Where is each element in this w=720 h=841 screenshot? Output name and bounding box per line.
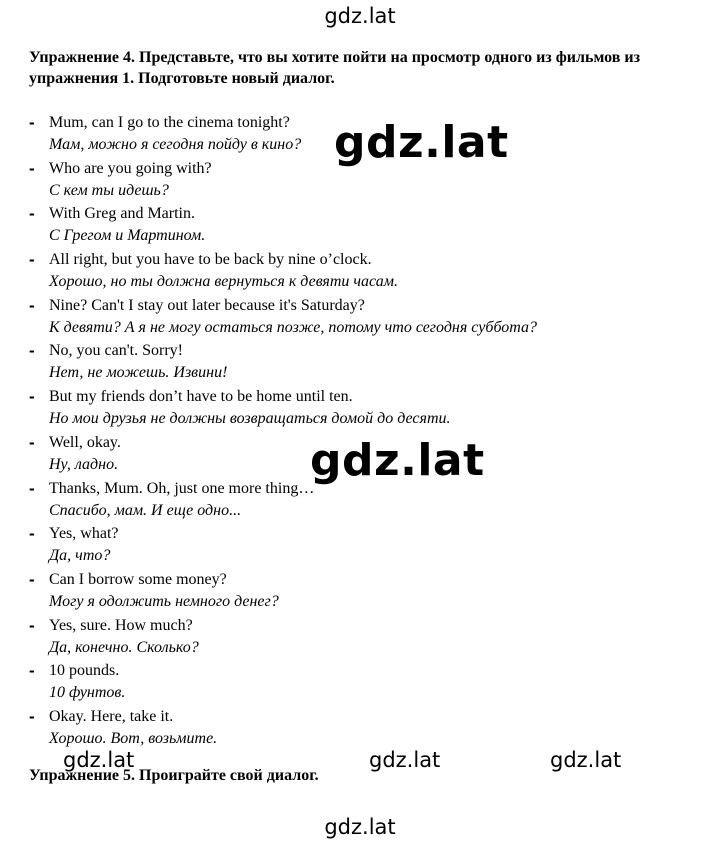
russian-translation: Да, конечно. Сколько? xyxy=(49,638,199,656)
russian-translation: 10 фунтов. xyxy=(49,684,126,702)
english-phrase: Nine? Can't I stay out later because it's Saturday? xyxy=(49,296,365,314)
russian-translation: К девяти? А я не могу остаться позже, потому что сегодня суббота? xyxy=(49,318,538,336)
russian-translation: Ну, ладно. xyxy=(49,455,119,473)
exercise-4-heading: Упражнение 4. Представьте, что вы хотите пойти на просмотр одного из фильмов из упражнения 1. Подготовьте новый диалог. xyxy=(29,49,641,87)
english-phrase: Yes, sure. How much? xyxy=(49,616,193,634)
dash-marker: - xyxy=(29,569,35,589)
english-phrase: Can I borrow some money? xyxy=(49,570,227,588)
russian-translation: Хорошо. Вот, возьмите. xyxy=(49,729,218,747)
english-phrase: Mum, can I go to the cinema tonight? xyxy=(49,114,290,131)
dash-marker: - xyxy=(29,204,35,224)
dialog-line xyxy=(29,250,689,296)
english-phrase: All right, but you have to be back by nine o’clock. xyxy=(49,251,372,269)
dash-marker: - xyxy=(29,432,35,452)
dialog-list xyxy=(29,113,689,753)
dialog-line xyxy=(29,524,689,570)
dash-marker: - xyxy=(29,113,35,132)
english-phrase: But my friends don’t have to be home until ten. xyxy=(49,388,353,406)
dialog-line xyxy=(29,661,689,707)
watermark-bottom: gdz.lat xyxy=(324,815,396,839)
russian-translation: Могу я одолжить немного денег? xyxy=(49,592,279,610)
russian-translation: Спасибо, мам. И еще одно... xyxy=(49,501,242,519)
watermark-small-center: gdz.lat xyxy=(369,748,441,772)
dash-marker: - xyxy=(29,524,35,544)
dash-marker: - xyxy=(29,478,35,498)
dash-marker: - xyxy=(29,250,35,270)
russian-translation: Да, что? xyxy=(49,547,111,565)
dash-marker: - xyxy=(29,706,35,726)
english-phrase: With Greg and Martin. xyxy=(49,205,195,223)
russian-translation: С Грегом и Мартином. xyxy=(49,227,206,245)
exercise-5-heading: Упражнение 5. Проиграйте свой диалог. xyxy=(29,767,319,784)
english-phrase: No, you can't. Sorry! xyxy=(49,342,183,360)
russian-translation: С кем ты идешь? xyxy=(49,181,169,199)
dialog-line xyxy=(29,204,689,250)
dialog-line xyxy=(29,387,689,433)
dash-marker: - xyxy=(29,158,35,178)
russian-translation: Нет, не можешь. Извини! xyxy=(49,364,228,382)
dash-marker: - xyxy=(29,295,35,315)
english-phrase: Okay. Here, take it. xyxy=(49,707,174,725)
dialog-line xyxy=(29,296,689,342)
russian-translation: Хорошо, но ты должна вернуться к девяти часам. xyxy=(49,273,398,291)
dialog-line xyxy=(29,570,689,616)
watermark-small-left: gdz.lat xyxy=(63,748,135,772)
watermark-large-middle: gdz.lat xyxy=(310,435,485,486)
dash-marker: - xyxy=(29,387,35,407)
watermark-small-right: gdz.lat xyxy=(550,748,622,772)
russian-translation: Но мои друзья не должны возвращаться домой до десяти. xyxy=(49,410,451,428)
english-phrase: 10 pounds. xyxy=(49,662,120,680)
english-phrase: Thanks, Mum. Oh, just one more thing… xyxy=(49,479,315,497)
watermark-large-top: gdz.lat xyxy=(334,117,509,168)
english-phrase: Yes, what? xyxy=(49,525,119,543)
english-phrase: Who are you going with? xyxy=(49,159,212,177)
dialog-line xyxy=(29,616,689,662)
watermark-top: gdz.lat xyxy=(324,4,396,28)
english-phrase: Well, okay. xyxy=(49,433,121,451)
dash-marker: - xyxy=(29,661,35,681)
dialog-line xyxy=(29,707,689,753)
dash-marker: - xyxy=(29,341,35,361)
dash-marker: - xyxy=(29,615,35,635)
russian-translation: Мам, можно я сегодня пойду в кино? xyxy=(49,136,302,153)
dialog-line xyxy=(29,341,689,387)
